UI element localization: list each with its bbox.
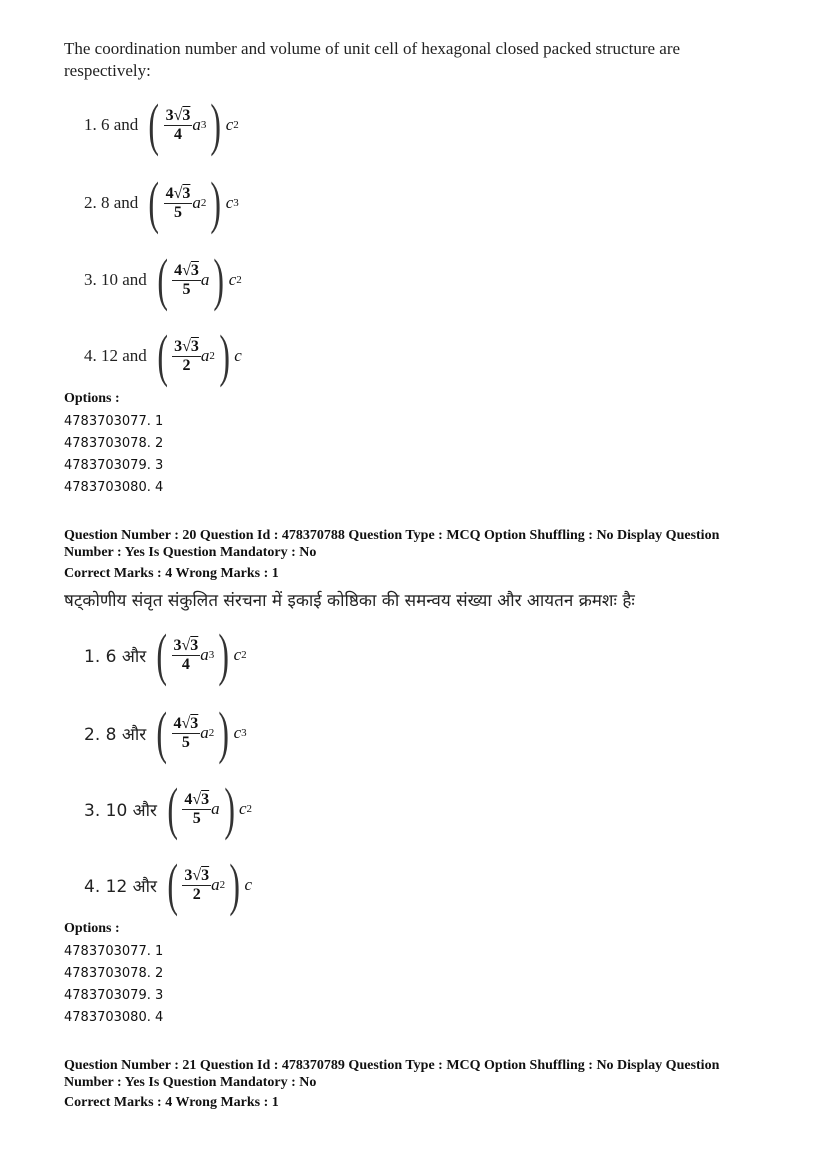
question-meta-line: Question Number : 21 Question Id : 478370789 Question Type : MCQ Option Shuffling : No Display Question — [64, 1058, 720, 1073]
option-id: 4783703077. 1 — [64, 414, 164, 429]
left-paren: ( — [148, 170, 160, 235]
right-paren: ) — [210, 92, 222, 157]
fraction: $\frac{4√3}{5}$ — [173, 714, 199, 751]
fraction: $\frac{3√3}{2}$ — [184, 866, 210, 903]
option-id: 4783703079. 3 — [64, 988, 164, 1003]
option-4-hi: 4. 12 और ( $\frac{3√3}{2}$ a 2 ) c — [84, 852, 252, 917]
left-paren: ( — [157, 247, 168, 312]
right-paren: ) — [223, 776, 235, 841]
fraction: $\frac{3√3}{2}$ — [174, 337, 199, 374]
marks-line: Correct Marks : 4 Wrong Marks : 1 — [64, 1095, 279, 1110]
right-paren: ) — [218, 622, 230, 687]
question-meta-line: Number : Yes Is Question Mandatory : No — [64, 545, 317, 560]
option-id: 4783703079. 3 — [64, 458, 164, 473]
right-paren: ) — [210, 170, 222, 235]
left-paren: ( — [157, 323, 168, 388]
right-paren: ) — [213, 247, 225, 312]
left-paren: ( — [167, 852, 178, 917]
marks-line: Correct Marks : 4 Wrong Marks : 1 — [64, 566, 279, 581]
fraction: $\frac{4√3}{5}$ — [174, 261, 199, 298]
question-meta-line: Question Number : 20 Question Id : 478370788 Question Type : MCQ Option Shuffling : No Display Question — [64, 528, 720, 543]
option-label: 3. 10 and — [84, 270, 147, 289]
left-paren: ( — [156, 700, 168, 765]
left-paren: ( — [156, 622, 168, 687]
fraction: $\frac{3√3}{4}$ — [173, 636, 199, 673]
option-label: 4. 12 और — [84, 876, 158, 897]
option-label: 2. 8 और — [84, 724, 147, 745]
option-id: 4783703080. 4 — [64, 1010, 164, 1025]
option-1-hi: 1. 6 और ( $\frac{3√3}{4}$ a 3 ) c 2 — [84, 622, 247, 687]
right-paren: ) — [218, 700, 230, 765]
option-2-hi: 2. 8 और ( $\frac{4√3}{5}$ a 2 ) c 3 — [84, 700, 247, 765]
option-id: 4783703078. 2 — [64, 436, 164, 451]
option-2-en: 2. 8 and ( $\frac{4√3}{5}$ a 2 ) c 3 — [84, 170, 239, 235]
right-paren: ) — [219, 323, 230, 388]
question-text-english: The coordination number and volume of unit cell of hexagonal closed packed structure are respectively: — [64, 39, 681, 80]
option-label: 2. 8 and — [84, 193, 139, 212]
question-text-hindi: षट्कोणीय संवृत संकुलित संरचना में इकाई कोष्ठिका की समन्वय संख्या और आयतन क्रमशः हैः — [64, 591, 635, 611]
question-meta-line: Number : Yes Is Question Mandatory : No — [64, 1075, 317, 1090]
option-id: 4783703080. 4 — [64, 480, 164, 495]
option-label: 4. 12 and — [84, 346, 147, 365]
fraction: $\frac{4√3}{5}$ — [184, 790, 210, 827]
option-1-en: 1. 6 and ( $\frac{3√3}{4}$ a 3 ) c 2 — [84, 92, 239, 157]
right-paren: ) — [229, 852, 241, 917]
options-heading: Options : — [64, 921, 120, 936]
fraction: $\frac{4√3}{5}$ — [165, 184, 191, 221]
option-id: 4783703077. 1 — [64, 944, 164, 959]
left-paren: ( — [167, 776, 178, 841]
option-label: 3. 10 और — [84, 800, 158, 821]
option-label: 1. 6 and — [84, 115, 139, 134]
option-3-en: 3. 10 and ( $\frac{4√3}{5}$ a ) c 2 — [84, 247, 242, 312]
option-3-hi: 3. 10 और ( $\frac{4√3}{5}$ a ) c 2 — [84, 776, 252, 841]
option-4-en: 4. 12 and ( $\frac{3√3}{2}$ a 2 ) c — [84, 323, 242, 388]
option-label: 1. 6 और — [84, 646, 147, 667]
option-id: 4783703078. 2 — [64, 966, 164, 981]
options-heading: Options : — [64, 391, 120, 406]
left-paren: ( — [148, 92, 160, 157]
fraction: $\frac{3√3}{4}$ — [165, 106, 191, 143]
